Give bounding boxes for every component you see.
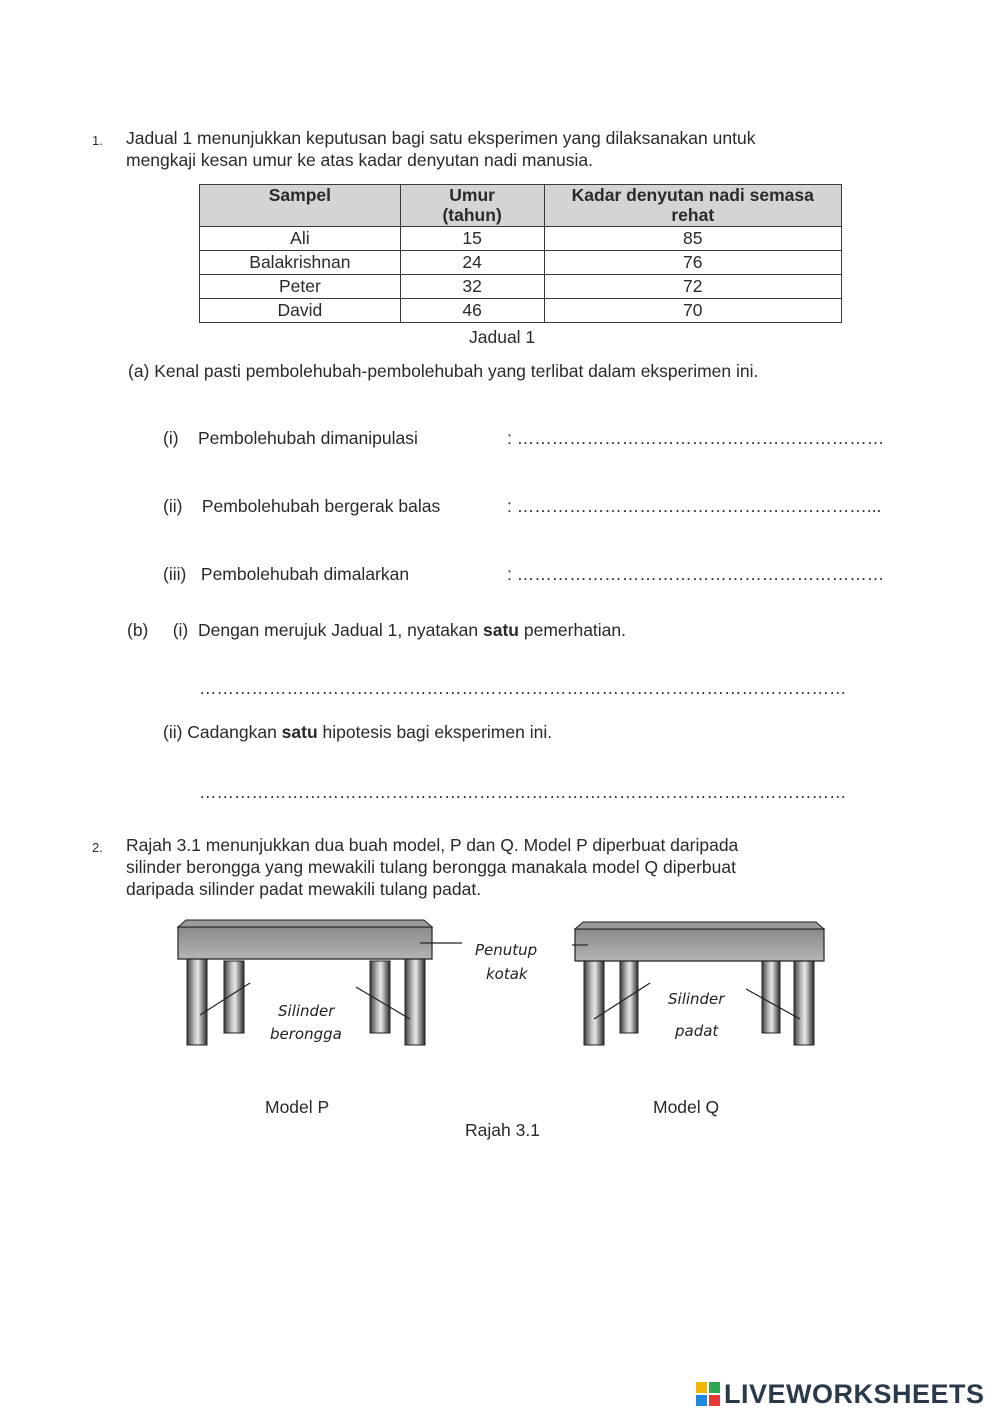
part-b-ii-prompt: (ii) Cadangkan satu hipotesis bagi eksperimen ini. [163,722,553,742]
answer-manipulated[interactable]: : ……………………………………………………… [507,428,885,448]
label-cover-2: kotak [486,965,528,983]
figure-caption: Rajah 3.1 [465,1120,540,1140]
liveworksheets-logo [696,1380,985,1408]
logo-grid-icon [696,1382,720,1406]
item-responding-label: (ii) Pembolehubah bergerak balas [163,496,441,516]
table-row [200,275,842,299]
table-caption: Jadual 1 [469,327,536,347]
answer-hypothesis[interactable]: ………………………………………………………………………………………………… [199,782,847,802]
cell-age: 24 [400,251,544,275]
header-sample: Sampel [200,185,401,227]
table-row [200,251,842,275]
part-a-prompt: (a) Kenal pasti pembolehubah-pembolehubah yang terlibat dalam eksperimen ini. [128,361,759,381]
table-row [200,227,842,251]
cell-pulse: 70 [544,299,841,323]
cell-sample: Peter [200,275,401,299]
label-solid-1: Silinder [668,990,725,1008]
label-solid-2: padat [675,1022,719,1040]
model-p-label: Model P [265,1097,330,1117]
cell-pulse: 76 [544,251,841,275]
cell-age: 32 [400,275,544,299]
cell-pulse: 85 [544,227,841,251]
label-cover-1: Penutup [475,941,538,959]
cell-pulse: 72 [544,275,841,299]
question-2-line-2: silinder berongga yang mewakili tulang berongga manakala model Q diperbuat [126,857,736,877]
answer-constant[interactable]: : ……………………………………………………… [507,564,885,584]
question-1-line-1: Jadual 1 menunjukkan keputusan bagi satu eksperimen yang dilaksanakan untuk [126,128,756,148]
header-age: Umur (tahun) [400,185,544,227]
question-2-line-3: daripada silinder padat mewakili tulang padat. [126,879,482,899]
cell-sample: Balakrishnan [200,251,401,275]
part-b-i-prompt: (b) (i) Dengan merujuk Jadual 1, nyatakan satu pemerhatian. [127,620,627,640]
label-hollow-1: Silinder [278,1002,335,1020]
question-2-number: 2. [92,840,103,855]
table-row [200,299,842,323]
cell-sample: David [200,299,401,323]
answer-observation[interactable]: ………………………………………………………………………………………………… [199,678,847,698]
question-1-number: 1. [92,133,103,148]
models-diagram [170,915,840,1050]
table-header-row [200,185,842,227]
cell-age: 46 [400,299,544,323]
label-hollow-2: berongga [270,1025,342,1043]
question-2-line-1: Rajah 3.1 menunjukkan dua buah model, P dan Q. Model P diperbuat daripada [126,835,739,855]
brand-name: LIVEWORKSHEETS [724,1378,985,1409]
answer-responding[interactable]: : ……………………………………………………... [507,496,882,516]
cell-sample: Ali [200,227,401,251]
item-manipulated-label: (i) Pembolehubah dimanipulasi [163,428,418,448]
header-pulse-rate: Kadar denyutan nadi semasa rehat [544,185,841,227]
results-table [199,184,842,323]
cell-age: 15 [400,227,544,251]
question-1-line-2: mengkaji kesan umur ke atas kadar denyutan nadi manusia. [126,150,593,170]
item-constant-label: (iii) Pembolehubah dimalarkan [163,564,410,584]
model-q-label: Model Q [653,1097,720,1117]
